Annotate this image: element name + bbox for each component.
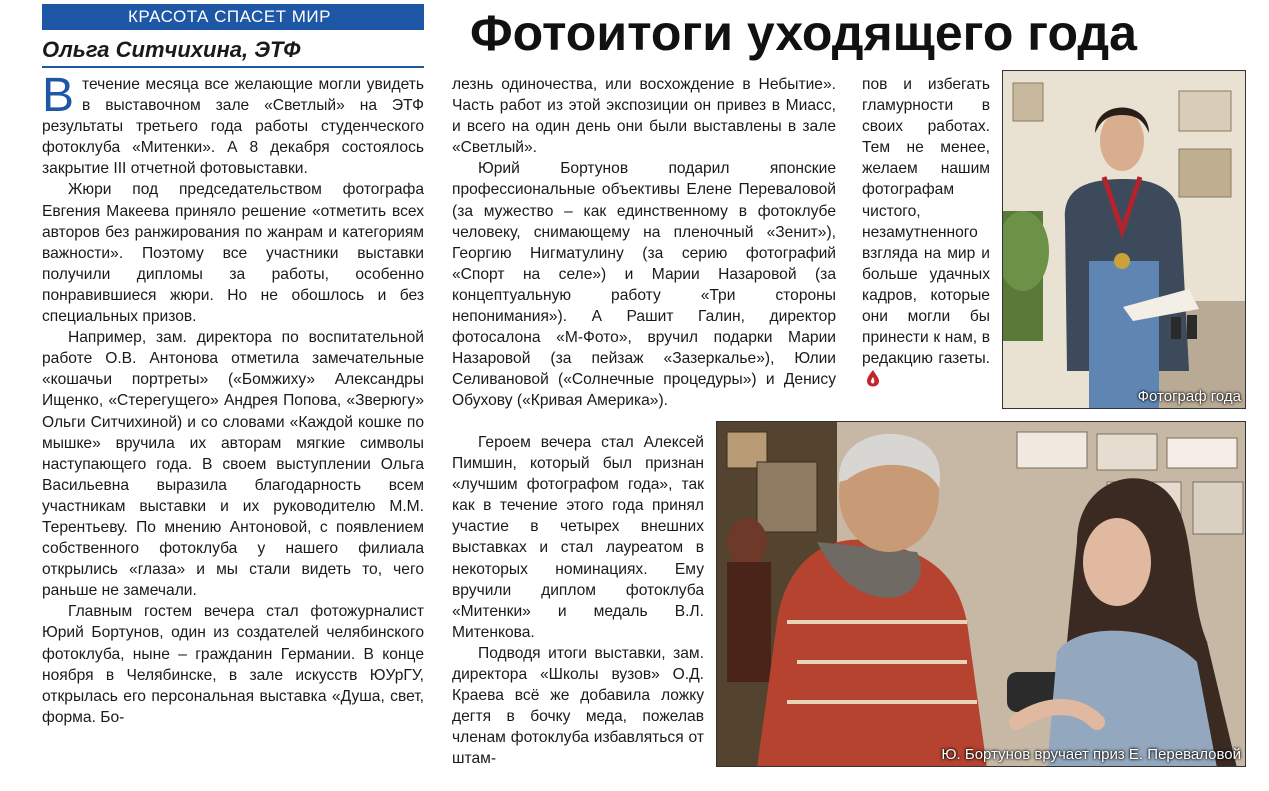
paragraph: Главным гостем вечера стал фотожурналист Юрий Бортунов, один из создателей челябинского фотоклуба, ныне – гражданин Германии. В конце ноября в Челябинске, в зале искусств ЮУрГУ, открылась его персональная выставка «Душа, свет, форма. Бо- (42, 603, 424, 726)
photo-photographer-of-year (1002, 70, 1246, 409)
end-mark-icon (866, 369, 880, 387)
article-headline: Фотоитоги уходящего года (470, 5, 1137, 61)
paragraph: Героем вечера стал Алексей Пимшин, который был признан «лучшим фотографом года», так как в течение этого года принял участие в четырех внешних выставках и стал лауреатом в некоторых номинациях. Ему вручили диплом фотоклуба «Митенки» и медаль В.Л. Митенкова. (452, 434, 704, 641)
author-divider (42, 66, 424, 68)
paragraph: Подводя итоги выставки, зам. директора «Школы вузов» О.Д. Краева всё же добавила ложку дегтя в бочку меда, пожелав членам фотоклуба избавляться от штам- (452, 644, 704, 768)
photo-illustration (717, 422, 1246, 767)
article-column-4 (452, 432, 704, 770)
photo-caption: Фотограф года (1137, 388, 1241, 405)
paragraph: лезнь одиночества, или восхождение в Небытие». Часть работ из этой экспозиции он привез в Миасс, и всего на один день они были выставлены в зале «Светлый». (452, 76, 836, 157)
paragraph: Например, зам. директора по воспитательной работе О.В. Антонова отметила замечательные «кошачьи портреты» («Бомжиху» Александры Ищенко, «Стерегущего» Андрея Попова, «Зверюгу» Ольги Ситчихиной) и со словами «Каждой кошке по мышке» вручила их авторам мягкие символы наступающего года. В своем выступлении Ольга Васильевна выразила благодарность всем участникам выставки и их руководителю М.М. Терентьеву. По мнению Антоновой, с появлением собственного фотоклуба у нашего филиала открылись «глаза» и мы стали видеть то, чего раньше не замечали. (42, 329, 424, 600)
drop-cap: В (42, 69, 75, 122)
paragraph (42, 69, 424, 179)
article-column-3 (862, 74, 990, 390)
paragraph: Юрий Бортунов подарил японские профессиональные объективы Елене Переваловой (за мужество – как единственному в фотоклубе человеку, снимающему на пленочный «Зенит»), Георгию Нигматулину (за серию фотографий «Спорт на селе») и Марии Назаровой (за концептуальную работу «Три стороны непонимания»). А Рашит Галин, директор фотосалона «М-Фото», вручил подарки Марии Назаровой (за пейзаж «Зазеркалье»), Юлии Селивановой («Солнечные процедуры») и Денису Обухову («Кривая Америка»). (452, 160, 836, 410)
paragraph (862, 74, 990, 390)
paragraph: Жюри под председательством фотографа Евгения Макеева приняло решение «отметить всех авторов без ранжирования по жанрам и категориям важности». Поэтому все участники выставки получили дипломы за работы, особенно понравившиеся жюри. Но не обошлось и без специальных призов. (42, 181, 424, 326)
photo-illustration (1003, 71, 1246, 409)
paragraph-text: пов и избегать гламурности в своих работах. Тем не менее, желаем нашим фотографам чистого, незамутненного взгляда на мир и больше удачных кадров, которые они могли бы принести к нам, в редакцию газеты. (862, 76, 990, 368)
article-column-2 (452, 74, 836, 412)
paragraph-text: течение месяца все желающие могли увидеть в выставочном зале «Светлый» на ЭТФ результаты третьего года работы студенческого фотоклуба «Митенки». А 8 декабря состоялось закрытие III отчетной фотовыставки. (42, 76, 424, 178)
photo-award-ceremony (716, 421, 1246, 767)
photo-caption: Ю. Бортунов вручает приз Е. Переваловой (941, 746, 1241, 763)
article-author: Ольга Ситчихина, ЭТФ (42, 37, 301, 62)
section-rubric: КРАСОТА СПАСЕТ МИР (42, 4, 424, 30)
article-column-1 (42, 69, 424, 728)
